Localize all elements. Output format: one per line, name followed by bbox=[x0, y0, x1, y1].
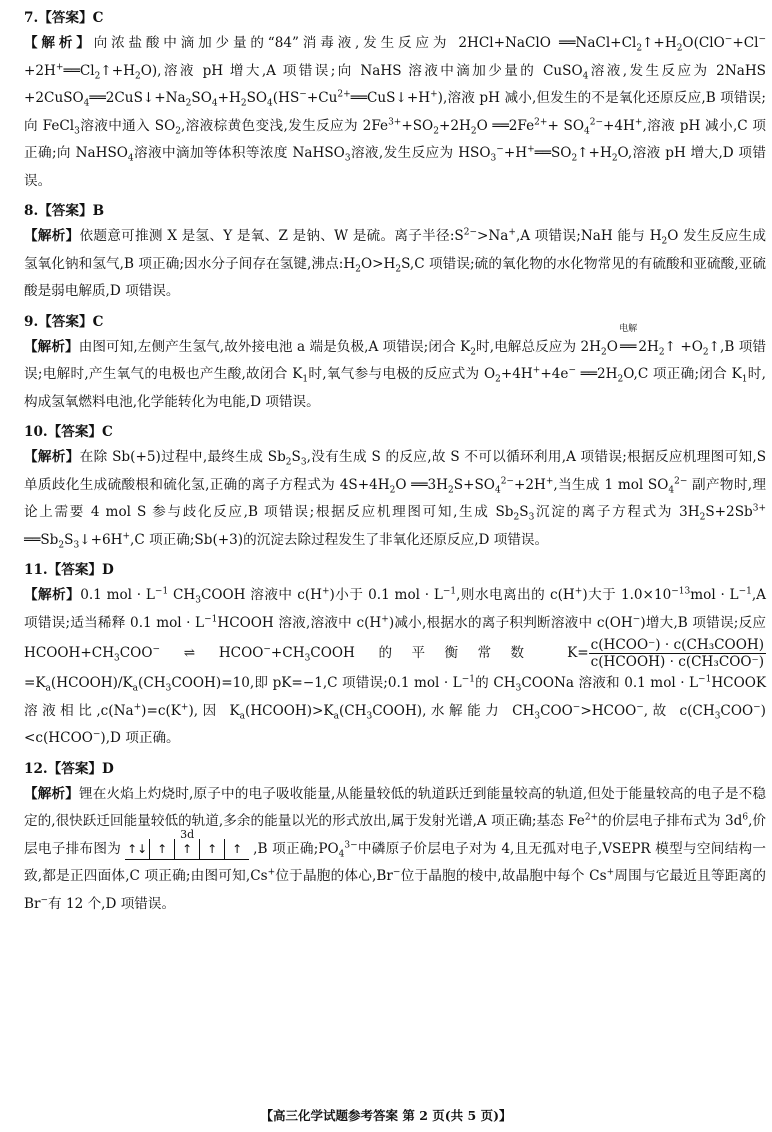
q12-explanation: 【解析】锂在火焰上灼烧时,原子中的电子吸收能量,从能量较低的轨道跃迁到能量较高的轨道,但处于能量较高的电子是不稳定的,很快跃迁回能量较低的轨道,多余的能量以光的形式放出,属于发射光谱,A 项正确;基态 $Fe^{2+}$的价层电子排布式为 $3d^6$,价层电子排布图为 3d ↑↓ ↑ ↑ ↑ ↑ ,B 项正确$;PO_4^{3-}$中磷原子价层电子对为 4,且无孤对电子,VSEPR 模型与空间结构一致,都是正四面体,C 项正确;由图可知,Cs+位于晶胞的体心,Br−位于晶胞的棱中,故晶胞中每个 Cs+周围与它最近且等距离的 Br−有 12 个,D 项错误。 bbox=[24, 785, 766, 912]
page-footer: 【高三化学试题参考答案 第 2 页(共 5 页)】 bbox=[260, 1108, 512, 1123]
q7-answer: 7.【答案】C bbox=[24, 10, 104, 26]
q8-answer: 8.【答案】B bbox=[24, 203, 105, 219]
orbital-box: ↑ bbox=[175, 839, 200, 859]
orbital-box: ↑↓ bbox=[125, 839, 150, 859]
3d-orbital-diagram: 3d ↑↓ ↑ ↑ ↑ ↑ bbox=[125, 839, 249, 860]
q11-explanation: 【解析】0.1 mol · $L^{-1}$ $CH_3COOH$ 溶液中 c(H+)小于 0.1 mol · $L^{-1}$,则水电离出的 c(H+)大于 $1.0\times 10^{-13}mol \cdot L^{-1},A$ 项错误;适当稀释 0.1 mol · $L^{-1}HCOOH$ 溶液,溶液中 c(H+)减小,根据水的离子积判断溶液中 c(OH−)增大,B 项错误;反应 $HCOOH+CH_3COO^-$ ⇌ $HCOO^-+CH_3COOH$ 的平衡常数 K= $\frac{\text{c(HCOO⁻) · c(CH₃COOH)}}{\text{c(HCOOH) · c(CH₃COO⁻)}}$ $=K_a(HCOOH)/K_a(CH_3COOH)=10$,即 pK=−1,C 项错误;0.1 mol · $L^{-1}$的 $CH_3COONa$ 溶液和 0.1 mol · $L^{-1}HCOOK$ 溶液相比,c(Na+)=c(K+),因 $K_a(HCOOH)>K_a(CH_3COOH)$,水解能力 $CH_3COO^->HCOO^-$,故 $c(CH_3COO^-)<c(HCOO^-),D$ 项正确。 bbox=[24, 586, 767, 746]
q8-explanation: 【解析】依题意可推测 X 是氢、Y 是氧、Z 是钠、W 是硫。离子半径$:S^{2-}>Na^+,A$ 项错误;NaH 能与 $H_2O$ 发生反应生成氢氧化钠和氢气,B 项正确;因水分子间存在氢键,沸点$:H_2O>H_2S,C$ 项错误;硫的氧化物的水化物常见的有硫酸和亚硫酸,亚硫酸是弱电解质,D 项错误。 bbox=[24, 227, 766, 299]
electrolysis-arrow: 电解 ══ bbox=[619, 323, 638, 355]
orbital-box: ↑ bbox=[150, 839, 175, 859]
q11-answer: 11.【答案】D bbox=[24, 562, 114, 578]
q10-explanation: 【解析】在除 Sb(+5)过程中,最终生成 $Sb_2S_3$,没有生成 S 的反应,故 S 不可以循环利用,A 项错误;根据反应机理图可知,S 单质歧化生成硫酸根和硫化氢,正确的离子方程式为 $4S+4H_2O$ $══3H_2S+SO_4^{2-}+2H^+$,当生成 1 mol $SO_4^{2-}$ 副产物时,理论上需要 4 mol S 参与歧化反应,B 项错误;根据反应机理图可知,生成 $Sb_2S_3$沉淀的离子方程式为 $3H_2S+2Sb^{3+}$ $══Sb_2S_3↓+6H^+,C$ 项正确;Sb(+3)的沉淀去除过程发生了非氧化还原反应,D 项错误。 bbox=[24, 449, 767, 551]
answer-document bbox=[24, 8, 766, 924]
orbital-box: ↑ bbox=[200, 839, 225, 859]
equilibrium-fraction: $\frac{\text{c(HCOO⁻) · c(CH₃COOH)}}{\text{c(HCOOH) · c(CH₃COO⁻)}}$ bbox=[590, 637, 764, 670]
orbital-box: ↑ bbox=[232, 841, 243, 856]
q9-explanation: 【解析】由图可知,左侧产生氢气,故外接电池 a 端是负极,A 项错误;闭合 $K_2$时,电解总反应为 $2H_2O$ 电解 ══ $2H_2↑$ $+O_2↑,B$ 项错误;电解时,产生氧气的电极也产生酸,故闭合 $K_1$时,氧气参与电极的反应式为 $O_2+4H^++4e^-$ $══2H_2O,C$ 项正确;闭合 $K_1$时,构成氢氧燃料电池,化学能转化为电能,D 项错误。 bbox=[24, 323, 766, 410]
q10-answer: 10.【答案】C bbox=[24, 424, 113, 440]
q7-explanation: 【解析】向浓盐酸中滴加少量的“84”消毒液,发生反应为 2HCl+NaClO $══NaCl+Cl_2↑+H_2O(ClO^-+Cl^-+2H^+══Cl_2↑+H_2O)$,溶液 pH 增大,A 项错误;向 NaHS 溶液中滴加少量的 CuSO$_4$溶液,发生反应为 2NaHS $+2CuSO_4══2CuS↓+Na_2SO_4+H_2SO_4(HS^-+Cu^{2+}══CuS↓+H^+)$,溶液 pH 减小,但发生的不是氧化还原反应,B 项错误;向 FeCl$_3$溶液中通入 $SO_2$,溶液棕黄色变浅,发生反应为 $2Fe^{3+}+SO_2+2H_2O$ $══2Fe^{2+}+ SO_4^{2-}+4H^+$,溶液 pH 减小,C 项正确;向 NaHSO$_4$溶液中滴加等体积等浓度 NaHSO$_3$溶液,发生反应为 $HSO_3^-+H^+══SO_2↑+H_2O$,溶液 pH 增大,D 项错误。 bbox=[24, 34, 766, 189]
q12-answer: 12.【答案】D bbox=[24, 760, 114, 777]
q9-answer: 9.【答案】C bbox=[24, 313, 104, 330]
